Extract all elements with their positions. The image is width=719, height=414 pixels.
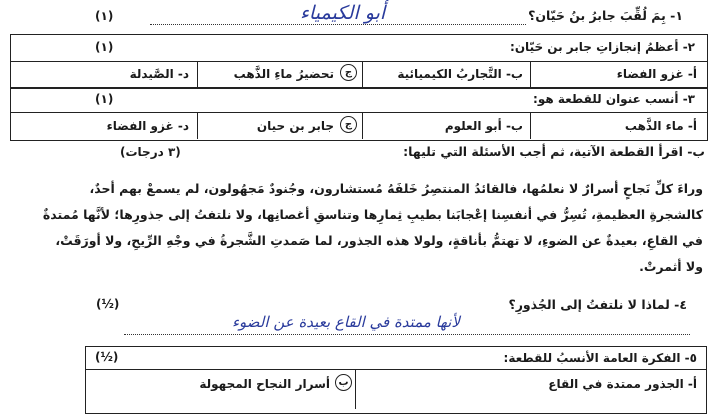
q2-circled-option-mark[interactable]: ج [340,64,357,81]
question-3-score: (١) [95,92,114,106]
question-3-divider [10,112,708,113]
question-2-title: ٢- أعظمُ إنجازاتِ جابر بن حَيّان: [510,40,695,54]
answer-line-1 [150,24,526,25]
q2-sep-3 [197,61,198,87]
handwritten-answer-1: أبو الكيمياء [300,2,386,24]
q3-circled-option-mark[interactable]: ج [340,116,357,133]
q3-sep-3 [197,112,198,139]
q2-option-b[interactable]: ب- التَّجاربُ الكيميائية [397,67,523,81]
question-4-text: ٤- لماذا لا نلتفتُ إلى الجُذورِ؟ [508,297,687,312]
q2-option-c[interactable]: تحضيرُ ماءِ الذَّهب [233,67,334,81]
q2-option-d[interactable]: د- الصَّيدلة [129,67,189,81]
q2-sep-2 [362,61,363,87]
handwritten-answer-4: لأنها ممتدة في القاع بعيدة عن الضوء [232,313,460,331]
part-b-score: (٣ درجات) [120,145,181,159]
question-5-score: (½) [95,350,119,364]
q3-option-d[interactable]: د- غزو الفضاء [106,119,189,133]
passage-line-1: وراءَ كلِّ نَجاحٍ أسرارٌ لا نعلمُها، فالقائدُ المنتصِرُ خَلفَهُ مُستشارون، وجُنودٌ مَجهُولون، لم يسمعْ بهم أحدٌ، [89,181,703,196]
q5-option-a[interactable]: أ- الجذور ممتدة في القاع [548,377,697,391]
q2-sep-1 [530,61,531,87]
passage-line-3: في القاعِ، بعيدةٌ عن الضوءِ، لا تهتمُّ بأناقةٍ، ولولا هذه الجذور، لما صَمدتِ الشَّجرةُ في وجْهِ الرِّيحِ، ولا أورَقَتْ، [55,233,703,248]
question-3-title: ٣- أنسب عنوان للقطعة هو: [533,92,695,106]
q3-sep-2 [362,112,363,139]
q5-circled-option-mark[interactable]: ب [335,374,352,391]
q3-option-a[interactable]: أ- ماء الذَّهب [624,119,697,133]
part-b-heading: ب- اقرأ القطعة الآتية، ثم أجب الأسئلة التي تليها: [403,144,705,159]
question-5-divider [85,369,707,370]
question-1-score: (١) [95,9,114,23]
answer-line-4 [124,334,690,335]
passage-line-4: ولا أثمرتْ. [639,259,703,274]
question-2-divider [10,61,708,62]
question-1-text: ١- بِمَ لُقِّبَ جابرُ بنُ حَيّان؟ [528,8,683,23]
question-5-title: ٥- الفكرة العامة الأنسبُ للقطعة: [503,351,697,365]
q3-sep-1 [530,112,531,139]
q5-sep-1 [355,369,356,409]
q3-option-c[interactable]: جابر بن حيان [256,119,334,133]
question-2-score: (١) [95,40,114,54]
q5-option-b[interactable]: أسرار النجاح المجهولة [199,377,330,391]
question-4-score: (½) [96,297,120,311]
q3-option-b[interactable]: ب- أبو العلوم [444,119,523,133]
passage-line-2: كالشجرةِ العظيمةِ، تُسِرُّ في أنفسِنا إعْجابَنا بطيبِ ثِمارِها وتناسقِ أغصانِها، ولا نلتفتُ إلى جذورِها؛ لأنَّها مُمتدةٌ [42,207,703,222]
q2-option-a[interactable]: أ- غزو الفضاء [616,67,697,81]
